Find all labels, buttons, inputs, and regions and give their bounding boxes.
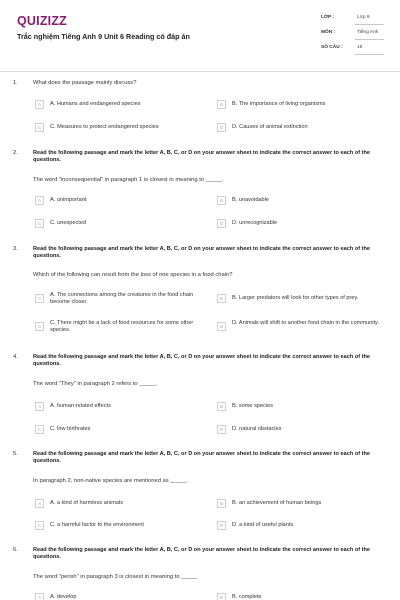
option-text: A. human-related effects bbox=[50, 403, 111, 409]
meta-underline bbox=[355, 39, 384, 40]
option-text: B. some species bbox=[232, 403, 274, 409]
question-stem: The word "inconsequential" in paragraph 1 is closest in meaning to _____. bbox=[33, 177, 224, 183]
option-text: B. The importance of living organisms bbox=[232, 101, 326, 107]
option-letter-box[interactable]: A bbox=[35, 100, 44, 109]
option-letter-box[interactable]: B bbox=[217, 100, 226, 109]
question-stem: What does the passage mainly discuss? bbox=[33, 80, 137, 86]
option-text: D. a kind of useful plants bbox=[232, 522, 294, 528]
question-stem: Which of the following can result from the loss of one species in a food chain? bbox=[33, 272, 233, 278]
meta-underline bbox=[355, 24, 384, 25]
meta-underline bbox=[355, 54, 384, 55]
meta-label: MÔN : bbox=[321, 30, 336, 35]
option-text: D. natural obstacles bbox=[232, 426, 282, 432]
meta-value: 15 bbox=[357, 45, 363, 50]
option-letter-box[interactable]: B bbox=[217, 294, 226, 303]
option-letter-box[interactable]: D bbox=[217, 219, 226, 228]
meta-value: Tiếng Anh bbox=[357, 30, 379, 35]
question-number: 5. bbox=[13, 451, 18, 457]
option-letter-box[interactable]: C bbox=[35, 219, 44, 228]
question-number: 1. bbox=[13, 80, 18, 86]
question-number: 4. bbox=[13, 354, 18, 360]
question-stem: In paragraph 2, non-native species are mentioned as _____. bbox=[33, 478, 189, 484]
option-letter-box[interactable]: A bbox=[35, 499, 44, 508]
question-instruction: Read the following passage and mark the letter A, B, C, or D on your answer sheet to indicate the correct answer to each of the questions. bbox=[33, 150, 371, 164]
option-letter-box[interactable]: C bbox=[35, 425, 44, 434]
meta-grade bbox=[321, 13, 386, 26]
option-text: B. an achievement of human beings bbox=[232, 500, 322, 506]
option-letter-box[interactable]: B bbox=[217, 593, 226, 600]
option-letter-box[interactable]: D bbox=[217, 123, 226, 132]
option-letter-box[interactable]: A bbox=[35, 402, 44, 411]
question-number: 3. bbox=[13, 246, 18, 252]
option-text: B. unavoidable bbox=[232, 197, 270, 203]
option-letter-box[interactable]: A bbox=[35, 196, 44, 205]
option-text: C. unexpected bbox=[50, 220, 87, 226]
option-text: C. low birthrates bbox=[50, 426, 91, 432]
document-header bbox=[0, 0, 400, 70]
document-title: Trắc nghiệm Tiếng Anh 9 Unit 6 Reading có đáp án bbox=[17, 32, 190, 41]
option-text: A. unimportant bbox=[50, 197, 87, 203]
meta-label: SỐ CÂU : bbox=[321, 45, 343, 50]
option-letter-box[interactable]: D bbox=[217, 521, 226, 530]
meta-question-count bbox=[321, 43, 386, 56]
option-letter-box[interactable]: A bbox=[35, 593, 44, 600]
question-instruction: Read the following passage and mark the letter A, B, C, or D on your answer sheet to indicate the correct answer to each of the questions. bbox=[33, 246, 371, 260]
option-text: A. develop bbox=[50, 594, 77, 600]
option-text: C. a harmful factor to the environment bbox=[50, 522, 144, 528]
option-letter-box[interactable]: D bbox=[217, 322, 226, 331]
question-number: 2. bbox=[13, 150, 18, 156]
option-text: A. Humans and endangered species bbox=[50, 101, 141, 107]
question-stem: The word "perish" in paragraph 3 is closest in meaning to _____ bbox=[33, 574, 198, 580]
question-instruction: Read the following passage and mark the letter A, B, C, or D on your answer sheet to indicate the correct answer to each of the questions. bbox=[33, 547, 371, 561]
meta-value: Lớp 9 bbox=[357, 15, 370, 20]
option-text: A. a kind of harmless animals bbox=[50, 500, 124, 506]
option-letter-box[interactable]: B bbox=[217, 499, 226, 508]
question-instruction: Read the following passage and mark the letter A, B, C, or D on your answer sheet to indicate the correct answer to each of the questions. bbox=[33, 354, 371, 368]
meta-subject bbox=[321, 28, 386, 41]
option-letter-box[interactable]: C bbox=[35, 521, 44, 530]
option-text: D. Causes of animal extinction bbox=[232, 124, 308, 130]
option-letter-box[interactable]: B bbox=[217, 196, 226, 205]
meta-label: LỚP : bbox=[321, 15, 335, 20]
option-text: D. unrecognizable bbox=[232, 220, 278, 226]
question-stem: The word "They" in paragraph 2 refers to _____. bbox=[33, 381, 157, 387]
question-number: 6. bbox=[13, 547, 18, 553]
option-text: B. complete bbox=[232, 594, 262, 600]
option-text: C. There might be a lack of food resources for some other species. bbox=[50, 320, 194, 333]
option-text: B. Larger predators will look for other types of prey. bbox=[232, 295, 359, 301]
option-letter-box[interactable]: D bbox=[217, 425, 226, 434]
option-letter-box[interactable]: C bbox=[35, 123, 44, 132]
option-letter-box[interactable]: B bbox=[217, 402, 226, 411]
option-letter-box[interactable]: A bbox=[35, 294, 44, 303]
option-text: D. Animals will shift to another food chain in the community. bbox=[232, 320, 379, 326]
option-text: C. Measures to protect endangered species bbox=[50, 124, 159, 130]
option-text: A. The connections among the creatures in the food chain become closer. bbox=[50, 292, 194, 305]
quizizz-logo: QUIZIZZ bbox=[17, 14, 68, 28]
option-letter-box[interactable]: C bbox=[35, 322, 44, 331]
question-instruction: Read the following passage and mark the letter A, B, C, or D on your answer sheet to indicate the correct answer to each of the questions. bbox=[33, 451, 371, 465]
header-divider bbox=[0, 71, 400, 72]
